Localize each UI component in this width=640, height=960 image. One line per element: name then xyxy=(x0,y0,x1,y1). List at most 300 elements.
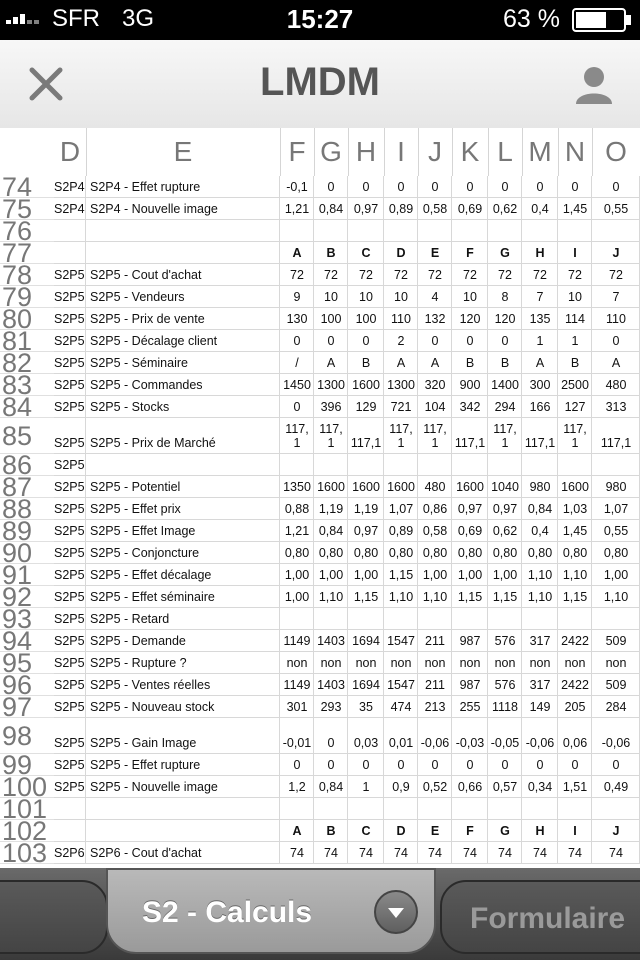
cell[interactable] xyxy=(418,608,452,629)
cell[interactable] xyxy=(488,674,522,695)
row-header[interactable]: 87 xyxy=(0,476,54,498)
cell[interactable] xyxy=(592,564,640,585)
cell[interactable] xyxy=(314,630,348,651)
cell[interactable] xyxy=(280,652,314,673)
cell[interactable] xyxy=(488,652,522,673)
cell[interactable] xyxy=(384,842,418,863)
cell[interactable] xyxy=(314,352,348,373)
cell[interactable] xyxy=(86,418,280,453)
cell[interactable] xyxy=(488,842,522,863)
cell[interactable] xyxy=(488,352,522,373)
cell[interactable] xyxy=(592,696,640,717)
cell[interactable] xyxy=(488,374,522,395)
row-header[interactable]: 78 xyxy=(0,264,54,286)
cell[interactable] xyxy=(488,396,522,417)
cell[interactable] xyxy=(314,454,348,475)
cell[interactable] xyxy=(522,564,558,585)
cell[interactable] xyxy=(86,520,280,541)
cell[interactable] xyxy=(348,754,384,775)
cell[interactable] xyxy=(314,520,348,541)
cell[interactable] xyxy=(452,264,488,285)
cell[interactable] xyxy=(314,608,348,629)
cell[interactable] xyxy=(522,718,558,753)
cell[interactable] xyxy=(280,718,314,753)
cell[interactable] xyxy=(86,842,280,863)
cell[interactable] xyxy=(86,696,280,717)
cell[interactable] xyxy=(418,652,452,673)
cell[interactable] xyxy=(280,454,314,475)
cell[interactable] xyxy=(558,586,592,607)
cell[interactable] xyxy=(488,498,522,519)
cell[interactable] xyxy=(86,242,280,263)
cell[interactable] xyxy=(54,798,86,819)
cell[interactable] xyxy=(522,674,558,695)
cell[interactable] xyxy=(452,454,488,475)
cell[interactable] xyxy=(418,498,452,519)
cell[interactable] xyxy=(314,820,348,841)
cell[interactable] xyxy=(384,396,418,417)
column-header-i[interactable]: I xyxy=(384,128,419,176)
cell[interactable] xyxy=(488,776,522,797)
cell[interactable] xyxy=(280,330,314,351)
cell[interactable] xyxy=(452,220,488,241)
cell[interactable] xyxy=(418,630,452,651)
cell[interactable] xyxy=(558,396,592,417)
cell[interactable] xyxy=(54,176,86,197)
cell[interactable] xyxy=(488,542,522,563)
cell[interactable] xyxy=(452,418,488,453)
column-header-o[interactable]: O xyxy=(592,128,640,176)
cell[interactable] xyxy=(86,564,280,585)
cell[interactable] xyxy=(452,674,488,695)
cell[interactable] xyxy=(592,286,640,307)
cell[interactable] xyxy=(452,374,488,395)
tab-previous-sheet[interactable] xyxy=(0,880,108,954)
cell[interactable] xyxy=(452,586,488,607)
cell[interactable] xyxy=(348,608,384,629)
cell[interactable] xyxy=(522,798,558,819)
cell[interactable] xyxy=(348,564,384,585)
cell[interactable] xyxy=(54,630,86,651)
cell[interactable] xyxy=(314,330,348,351)
column-header-l[interactable]: L xyxy=(488,128,523,176)
cell[interactable] xyxy=(522,754,558,775)
cell[interactable] xyxy=(54,674,86,695)
cell[interactable] xyxy=(384,418,418,453)
cell[interactable] xyxy=(280,586,314,607)
cell[interactable] xyxy=(418,520,452,541)
cell[interactable] xyxy=(452,396,488,417)
cell[interactable] xyxy=(54,842,86,863)
row-header[interactable]: 98 xyxy=(0,718,54,754)
cell[interactable] xyxy=(522,586,558,607)
cell[interactable] xyxy=(488,608,522,629)
cell[interactable] xyxy=(418,718,452,753)
cell[interactable] xyxy=(86,820,280,841)
cell[interactable] xyxy=(452,652,488,673)
cell[interactable] xyxy=(86,608,280,629)
cell[interactable] xyxy=(280,242,314,263)
cell[interactable] xyxy=(592,374,640,395)
cell[interactable] xyxy=(522,630,558,651)
row-header[interactable]: 93 xyxy=(0,608,54,630)
cell[interactable] xyxy=(280,630,314,651)
cell[interactable] xyxy=(54,454,86,475)
cell[interactable] xyxy=(384,696,418,717)
cell[interactable] xyxy=(348,220,384,241)
cell[interactable] xyxy=(592,352,640,373)
cell[interactable] xyxy=(54,330,86,351)
cell[interactable] xyxy=(384,776,418,797)
cell[interactable] xyxy=(488,754,522,775)
cell[interactable] xyxy=(452,198,488,219)
sheet-dropdown-button[interactable] xyxy=(374,890,418,934)
cell[interactable] xyxy=(348,454,384,475)
cell[interactable] xyxy=(558,542,592,563)
cell[interactable] xyxy=(348,630,384,651)
cell[interactable] xyxy=(488,264,522,285)
cell[interactable] xyxy=(522,842,558,863)
cell[interactable] xyxy=(522,608,558,629)
cell[interactable] xyxy=(522,286,558,307)
cell[interactable] xyxy=(488,564,522,585)
cell[interactable] xyxy=(488,630,522,651)
row-header[interactable]: 76 xyxy=(0,220,54,242)
cell[interactable] xyxy=(348,842,384,863)
row-header[interactable]: 102 xyxy=(0,820,54,842)
cell[interactable] xyxy=(592,842,640,863)
cell[interactable] xyxy=(522,820,558,841)
cell[interactable] xyxy=(280,542,314,563)
cell[interactable] xyxy=(452,242,488,263)
row-header[interactable]: 100 xyxy=(0,776,54,798)
cell[interactable] xyxy=(314,674,348,695)
cell[interactable] xyxy=(592,498,640,519)
cell[interactable] xyxy=(86,330,280,351)
cell[interactable] xyxy=(384,608,418,629)
cell[interactable] xyxy=(418,220,452,241)
cell[interactable] xyxy=(54,586,86,607)
cell[interactable] xyxy=(314,842,348,863)
cell[interactable] xyxy=(488,718,522,753)
cell[interactable] xyxy=(558,498,592,519)
row-header[interactable]: 90 xyxy=(0,542,54,564)
cell[interactable] xyxy=(86,176,280,197)
cell[interactable] xyxy=(558,674,592,695)
cell[interactable] xyxy=(592,608,640,629)
cell[interactable] xyxy=(418,476,452,497)
column-header-n[interactable]: N xyxy=(558,128,593,176)
cell[interactable] xyxy=(384,330,418,351)
cell[interactable] xyxy=(592,586,640,607)
cell[interactable] xyxy=(558,330,592,351)
row-header[interactable]: 84 xyxy=(0,396,54,418)
cell[interactable] xyxy=(348,264,384,285)
cell[interactable] xyxy=(592,418,640,453)
row-header[interactable]: 97 xyxy=(0,696,54,718)
cell[interactable] xyxy=(452,286,488,307)
cell[interactable] xyxy=(384,630,418,651)
cell[interactable] xyxy=(314,586,348,607)
cell[interactable] xyxy=(418,396,452,417)
cell[interactable] xyxy=(86,308,280,329)
cell[interactable] xyxy=(86,674,280,695)
cell[interactable] xyxy=(348,396,384,417)
cell[interactable] xyxy=(314,564,348,585)
cell[interactable] xyxy=(418,176,452,197)
cell[interactable] xyxy=(54,718,86,753)
cell[interactable] xyxy=(314,396,348,417)
cell[interactable] xyxy=(522,176,558,197)
cell[interactable] xyxy=(348,798,384,819)
cell[interactable] xyxy=(488,798,522,819)
cell[interactable] xyxy=(280,776,314,797)
cell[interactable] xyxy=(452,820,488,841)
cell[interactable] xyxy=(558,264,592,285)
cell[interactable] xyxy=(280,352,314,373)
cell[interactable] xyxy=(558,198,592,219)
column-header-d[interactable]: D xyxy=(54,128,87,176)
cell[interactable] xyxy=(86,498,280,519)
cell[interactable] xyxy=(54,754,86,775)
cell[interactable] xyxy=(384,798,418,819)
cell[interactable] xyxy=(314,696,348,717)
cell[interactable] xyxy=(86,586,280,607)
cell[interactable] xyxy=(314,374,348,395)
cell[interactable] xyxy=(280,418,314,453)
cell[interactable] xyxy=(418,586,452,607)
cell[interactable] xyxy=(488,696,522,717)
cell[interactable] xyxy=(280,264,314,285)
cell[interactable] xyxy=(452,498,488,519)
cell[interactable] xyxy=(592,674,640,695)
cell[interactable] xyxy=(86,652,280,673)
cell[interactable] xyxy=(348,198,384,219)
cell[interactable] xyxy=(558,608,592,629)
row-header[interactable]: 79 xyxy=(0,286,54,308)
user-icon[interactable] xyxy=(570,60,618,108)
cell[interactable] xyxy=(488,820,522,841)
cell[interactable] xyxy=(558,286,592,307)
row-header[interactable]: 96 xyxy=(0,674,54,696)
cell[interactable] xyxy=(558,374,592,395)
cell[interactable] xyxy=(54,220,86,241)
cell[interactable] xyxy=(54,264,86,285)
cell[interactable] xyxy=(348,308,384,329)
row-header[interactable]: 82 xyxy=(0,352,54,374)
row-header[interactable]: 83 xyxy=(0,374,54,396)
cell[interactable] xyxy=(54,520,86,541)
cell[interactable] xyxy=(522,776,558,797)
cell[interactable] xyxy=(592,820,640,841)
tab-active-sheet[interactable] xyxy=(106,868,436,954)
cell[interactable] xyxy=(314,220,348,241)
cell[interactable] xyxy=(348,586,384,607)
cell[interactable] xyxy=(54,820,86,841)
cell[interactable] xyxy=(488,476,522,497)
cell[interactable] xyxy=(384,520,418,541)
cell[interactable] xyxy=(488,520,522,541)
cell[interactable] xyxy=(314,418,348,453)
cell[interactable] xyxy=(418,696,452,717)
cell[interactable] xyxy=(418,330,452,351)
cell[interactable] xyxy=(452,608,488,629)
cell[interactable] xyxy=(384,674,418,695)
cell[interactable] xyxy=(314,776,348,797)
cell[interactable] xyxy=(86,352,280,373)
cell[interactable] xyxy=(348,242,384,263)
cell[interactable] xyxy=(54,542,86,563)
cell[interactable] xyxy=(384,542,418,563)
row-header[interactable]: 92 xyxy=(0,586,54,608)
column-header-g[interactable]: G xyxy=(314,128,349,176)
cell[interactable] xyxy=(384,652,418,673)
cell[interactable] xyxy=(418,542,452,563)
cell[interactable] xyxy=(348,330,384,351)
cell[interactable] xyxy=(280,842,314,863)
column-header-j[interactable]: J xyxy=(418,128,453,176)
cell[interactable] xyxy=(280,476,314,497)
cell[interactable] xyxy=(86,264,280,285)
cell[interactable] xyxy=(452,798,488,819)
cell[interactable] xyxy=(280,308,314,329)
cell[interactable] xyxy=(348,418,384,453)
cell[interactable] xyxy=(384,454,418,475)
cell[interactable] xyxy=(558,754,592,775)
cell[interactable] xyxy=(592,330,640,351)
cell[interactable] xyxy=(348,520,384,541)
cell[interactable] xyxy=(592,652,640,673)
cell[interactable] xyxy=(452,308,488,329)
cell[interactable] xyxy=(280,176,314,197)
cell[interactable] xyxy=(452,630,488,651)
cell[interactable] xyxy=(348,652,384,673)
cell[interactable] xyxy=(86,198,280,219)
cell[interactable] xyxy=(384,198,418,219)
cell[interactable] xyxy=(86,220,280,241)
cell[interactable] xyxy=(54,498,86,519)
cell[interactable] xyxy=(558,418,592,453)
cell[interactable] xyxy=(558,652,592,673)
cell[interactable] xyxy=(558,696,592,717)
cell[interactable] xyxy=(558,820,592,841)
cell[interactable] xyxy=(452,352,488,373)
cell[interactable] xyxy=(86,776,280,797)
column-header-h[interactable]: H xyxy=(348,128,385,176)
cell[interactable] xyxy=(558,454,592,475)
cell[interactable] xyxy=(452,696,488,717)
cell[interactable] xyxy=(348,176,384,197)
cell[interactable] xyxy=(86,476,280,497)
cell[interactable] xyxy=(592,396,640,417)
cell[interactable] xyxy=(522,652,558,673)
cell[interactable] xyxy=(348,776,384,797)
row-header[interactable]: 75 xyxy=(0,198,54,220)
cell[interactable] xyxy=(348,718,384,753)
cell[interactable] xyxy=(418,564,452,585)
column-header-m[interactable]: M xyxy=(522,128,559,176)
row-header[interactable]: 81 xyxy=(0,330,54,352)
cell[interactable] xyxy=(314,198,348,219)
cell[interactable] xyxy=(418,264,452,285)
row-header[interactable]: 99 xyxy=(0,754,54,776)
cell[interactable] xyxy=(384,308,418,329)
cell[interactable] xyxy=(314,754,348,775)
cell[interactable] xyxy=(522,454,558,475)
cell[interactable] xyxy=(86,286,280,307)
cell[interactable] xyxy=(280,220,314,241)
cell[interactable] xyxy=(384,754,418,775)
cell[interactable] xyxy=(54,308,86,329)
cell[interactable] xyxy=(280,374,314,395)
cell[interactable] xyxy=(592,520,640,541)
column-header-k[interactable]: K xyxy=(452,128,489,176)
cell[interactable] xyxy=(558,776,592,797)
row-header[interactable]: 103 xyxy=(0,842,54,864)
cell[interactable] xyxy=(54,286,86,307)
cell[interactable] xyxy=(592,176,640,197)
row-header[interactable]: 89 xyxy=(0,520,54,542)
cell[interactable] xyxy=(418,286,452,307)
cell[interactable] xyxy=(280,498,314,519)
cell[interactable] xyxy=(452,476,488,497)
cell[interactable] xyxy=(592,754,640,775)
cell[interactable] xyxy=(54,418,86,453)
cell[interactable] xyxy=(314,652,348,673)
cell[interactable] xyxy=(314,498,348,519)
cell[interactable] xyxy=(54,608,86,629)
cell[interactable] xyxy=(348,542,384,563)
cell[interactable] xyxy=(384,498,418,519)
cell[interactable] xyxy=(592,220,640,241)
cell[interactable] xyxy=(384,220,418,241)
cell[interactable] xyxy=(86,396,280,417)
cell[interactable] xyxy=(522,352,558,373)
row-header[interactable]: 77 xyxy=(0,242,54,264)
row-header[interactable]: 88 xyxy=(0,498,54,520)
row-header[interactable]: 74 xyxy=(0,176,54,198)
cell[interactable] xyxy=(452,776,488,797)
cell[interactable] xyxy=(54,198,86,219)
cell[interactable] xyxy=(418,842,452,863)
cell[interactable] xyxy=(86,798,280,819)
cell[interactable] xyxy=(280,754,314,775)
cell[interactable] xyxy=(452,564,488,585)
cell[interactable] xyxy=(488,418,522,453)
cell[interactable] xyxy=(592,198,640,219)
row-header[interactable]: 94 xyxy=(0,630,54,652)
cell[interactable] xyxy=(558,718,592,753)
cell[interactable] xyxy=(86,542,280,563)
cell[interactable] xyxy=(86,718,280,753)
cell[interactable] xyxy=(314,308,348,329)
tab-next-sheet[interactable] xyxy=(440,880,640,954)
cell[interactable] xyxy=(488,454,522,475)
cell[interactable] xyxy=(592,798,640,819)
cell[interactable] xyxy=(522,476,558,497)
cell[interactable] xyxy=(384,176,418,197)
row-header[interactable]: 86 xyxy=(0,454,54,476)
cell[interactable] xyxy=(558,176,592,197)
cell[interactable] xyxy=(522,418,558,453)
cell[interactable] xyxy=(522,498,558,519)
cell[interactable] xyxy=(314,286,348,307)
cell[interactable] xyxy=(488,220,522,241)
cell[interactable] xyxy=(384,586,418,607)
cell[interactable] xyxy=(522,396,558,417)
cell[interactable] xyxy=(384,264,418,285)
cell[interactable] xyxy=(54,696,86,717)
